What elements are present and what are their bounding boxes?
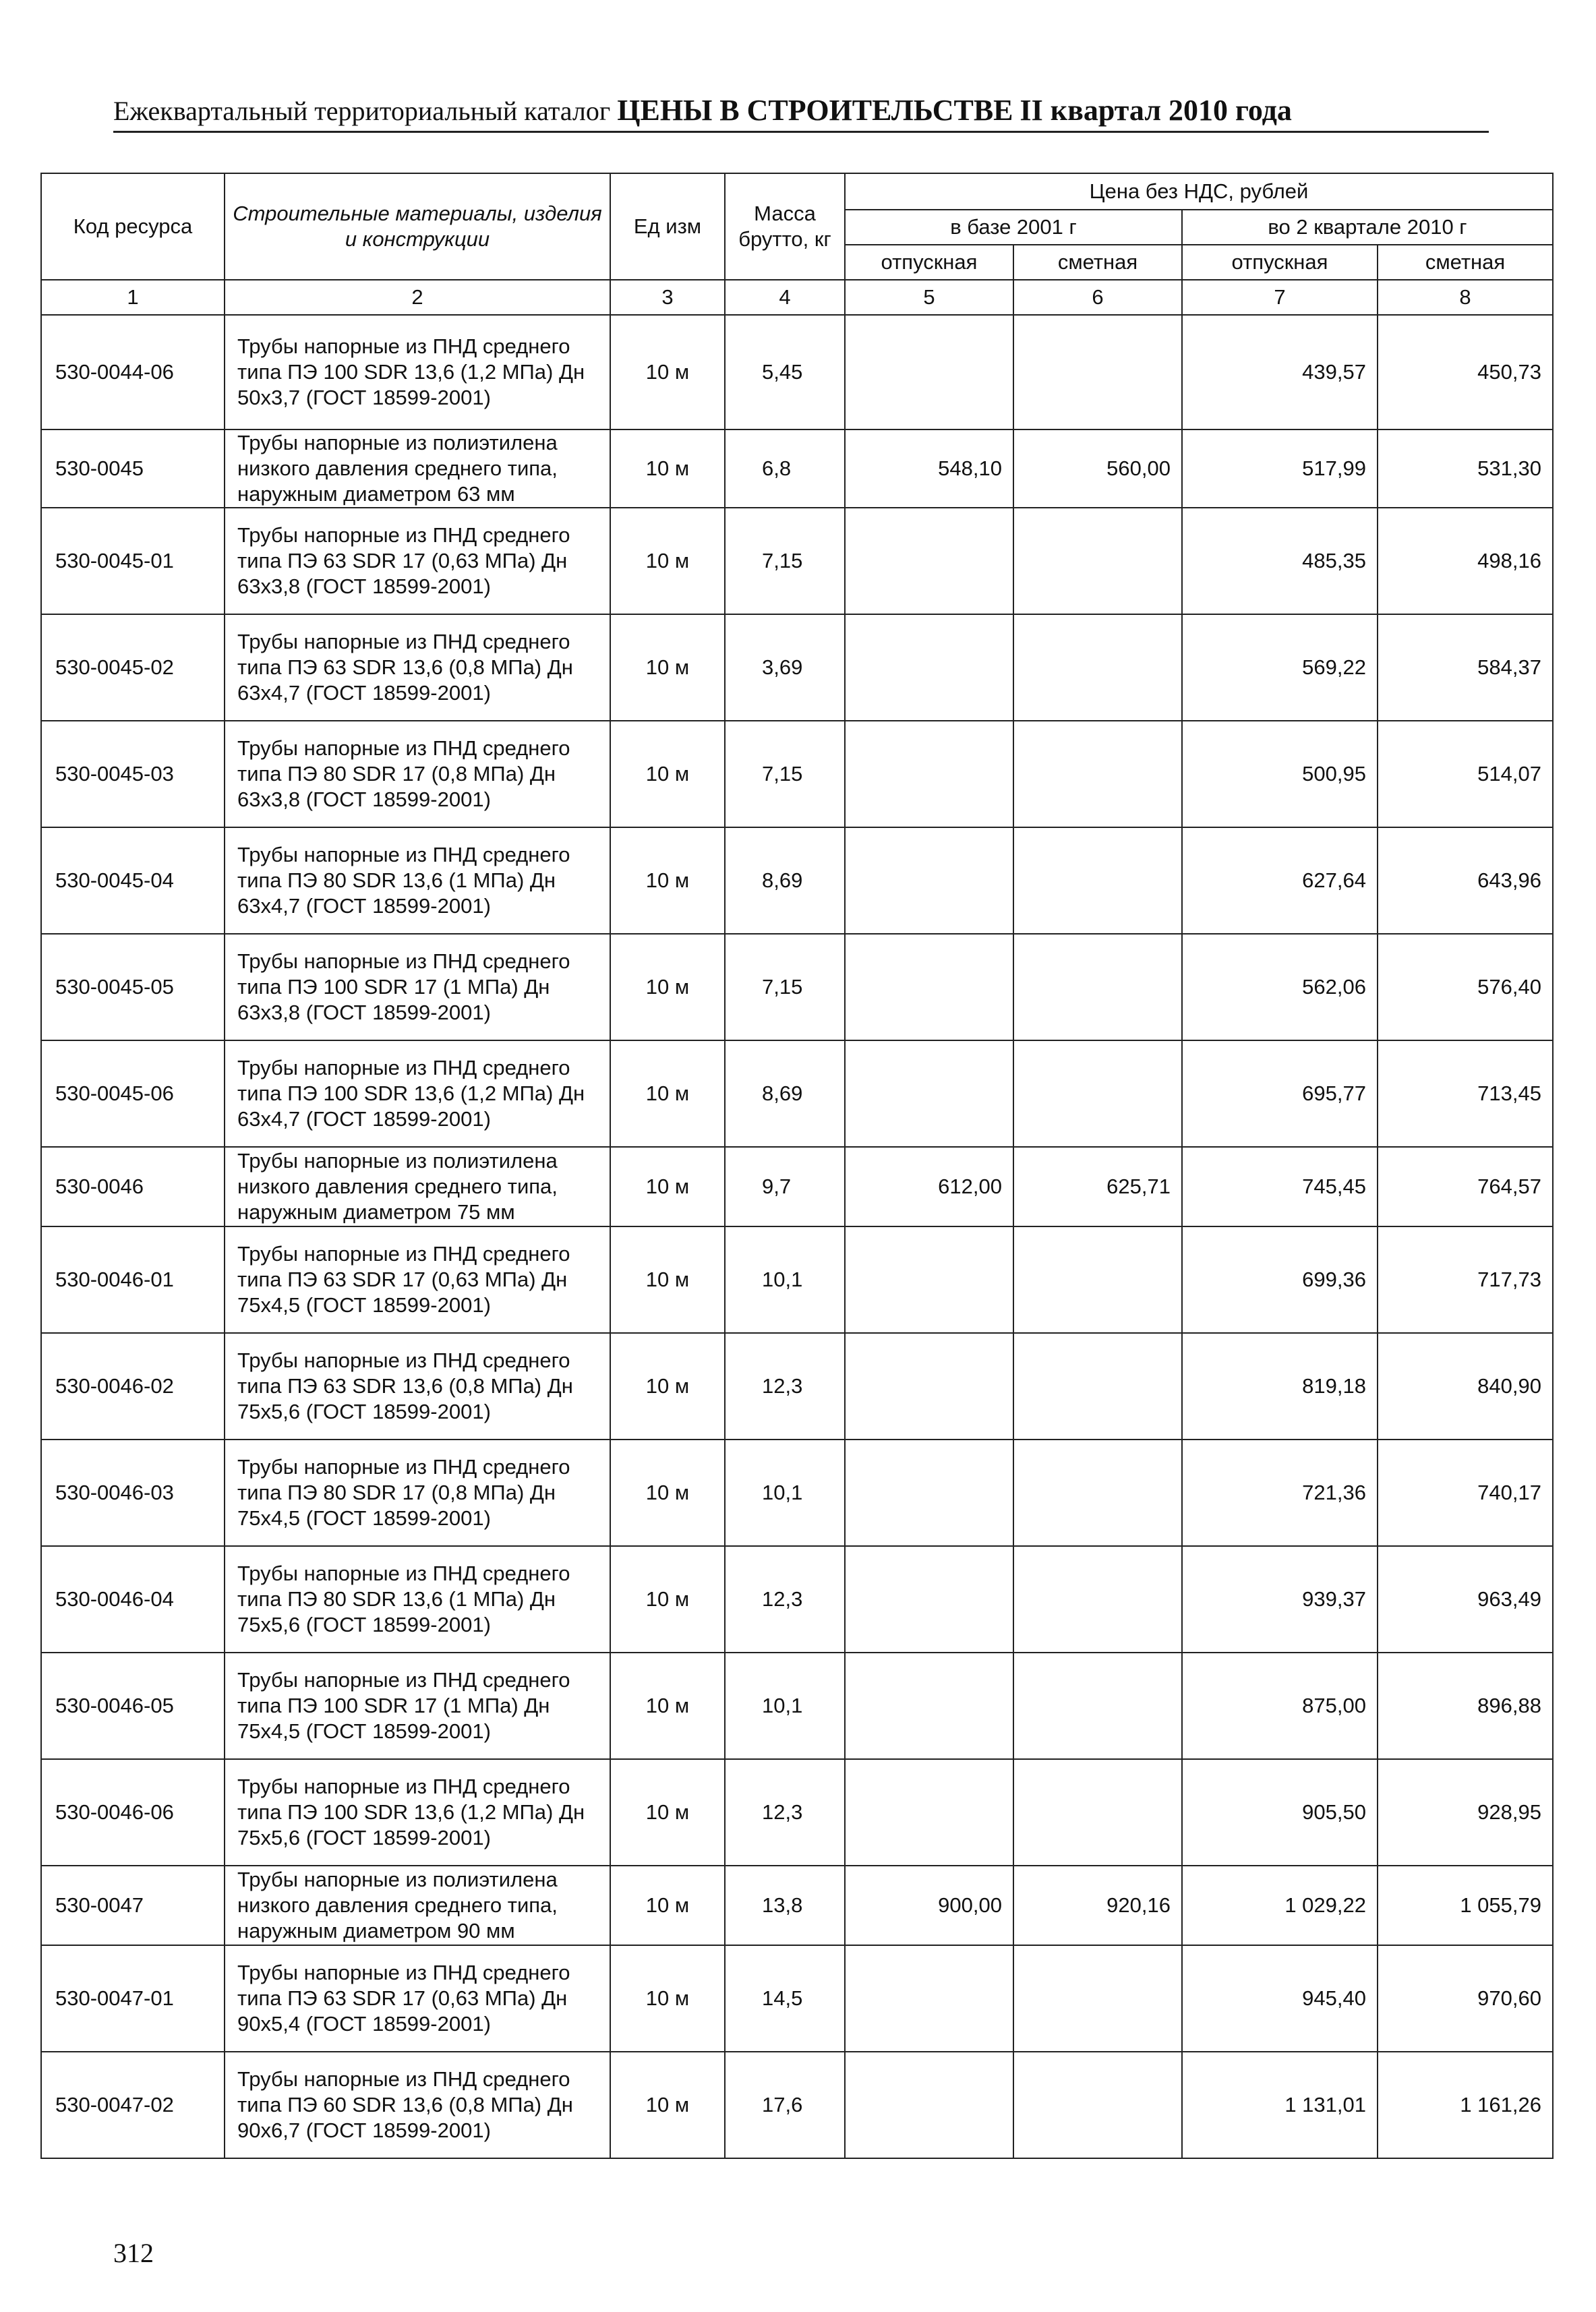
header-title: ЦЕНЫ В СТРОИТЕЛЬСТВЕ: [617, 94, 1013, 127]
unit-cell: 10 м: [610, 1866, 725, 1945]
q2-wholesale-price: 905,50: [1182, 1759, 1378, 1866]
material-name: Трубы напорные из ПНД среднего типа ПЭ 63 SDR 17 (0,63 МПа) Дн 63х3,8 (ГОСТ 18599-2001): [225, 508, 610, 614]
q2-wholesale-price: 562,06: [1182, 934, 1378, 1040]
q2-estimate-price: 450,73: [1378, 315, 1553, 429]
base-estimate-price: [1013, 721, 1182, 827]
q2-wholesale-price: 1 131,01: [1182, 2052, 1378, 2158]
unit-cell: 10 м: [610, 1653, 725, 1759]
base-estimate-price: [1013, 1440, 1182, 1546]
table-row: [41, 1147, 1553, 1226]
base-wholesale-price: [845, 508, 1013, 614]
base-estimate-price: [1013, 508, 1182, 614]
mass-cell: 8,69: [725, 1040, 845, 1147]
column-number: 7: [1182, 280, 1378, 315]
base-wholesale-price: [845, 1759, 1013, 1866]
unit-cell: 10 м: [610, 315, 725, 429]
resource-code: 530-0045-02: [41, 614, 225, 721]
material-name: Трубы напорные из полиэтилена низкого давления среднего типа, наружным диаметром 75 мм: [225, 1147, 610, 1226]
mass-cell: 6,8: [725, 429, 845, 508]
unit-cell: 10 м: [610, 721, 725, 827]
q2-wholesale-price: 721,36: [1182, 1440, 1378, 1546]
table-row: [41, 1653, 1553, 1759]
base-estimate-price: [1013, 1333, 1182, 1440]
material-name: Трубы напорные из ПНД среднего типа ПЭ 80 SDR 13,6 (1 МПа) Дн 63х4,7 (ГОСТ 18599-2001): [225, 827, 610, 934]
mass-cell: 7,15: [725, 508, 845, 614]
column-number-row: [41, 280, 1553, 315]
q2-estimate-price: 584,37: [1378, 614, 1553, 721]
header-rule: [113, 131, 1489, 133]
material-name: Трубы напорные из ПНД среднего типа ПЭ 60 SDR 13,6 (0,8 МПа) Дн 90х6,7 (ГОСТ 18599-2001): [225, 2052, 610, 2158]
base-wholesale-price: 612,00: [845, 1147, 1013, 1226]
base-estimate-price: [1013, 1040, 1182, 1147]
q2-wholesale-price: 439,57: [1182, 315, 1378, 429]
base-wholesale-price: [845, 721, 1013, 827]
header-price-group: Цена без НДС, рублей: [845, 173, 1553, 210]
base-wholesale-price: [845, 1440, 1013, 1546]
table-row: [41, 1226, 1553, 1333]
unit-cell: 10 м: [610, 508, 725, 614]
base-wholesale-price: [845, 1226, 1013, 1333]
material-name: Трубы напорные из ПНД среднего типа ПЭ 100 SDR 17 (1 МПа) Дн 75х4,5 (ГОСТ 18599-2001): [225, 1653, 610, 1759]
base-wholesale-price: [845, 315, 1013, 429]
q2-estimate-price: 713,45: [1378, 1040, 1553, 1147]
column-number: 5: [845, 280, 1013, 315]
material-name: Трубы напорные из ПНД среднего типа ПЭ 80 SDR 17 (0,8 МПа) Дн 75х4,5 (ГОСТ 18599-2001): [225, 1440, 610, 1546]
header-period: II квартал 2010 года: [1019, 94, 1292, 127]
base-estimate-price: 920,16: [1013, 1866, 1182, 1945]
q2-wholesale-price: 745,45: [1182, 1147, 1378, 1226]
material-name: Трубы напорные из ПНД среднего типа ПЭ 63 SDR 17 (0,63 МПа) Дн 90х5,4 (ГОСТ 18599-2001): [225, 1945, 610, 2052]
mass-cell: 5,45: [725, 315, 845, 429]
q2-wholesale-price: 517,99: [1182, 429, 1378, 508]
material-name: Трубы напорные из полиэтилена низкого давления среднего типа, наружным диаметром 63 мм: [225, 429, 610, 508]
table-row: [41, 827, 1553, 934]
resource-code: 530-0046-02: [41, 1333, 225, 1440]
column-number: 4: [725, 280, 845, 315]
column-number: 8: [1378, 280, 1553, 315]
q2-estimate-price: 1 055,79: [1378, 1866, 1553, 1945]
column-number: 2: [225, 280, 610, 315]
mass-cell: 7,15: [725, 721, 845, 827]
material-name: Трубы напорные из ПНД среднего типа ПЭ 63 SDR 13,6 (0,8 МПа) Дн 75х5,6 (ГОСТ 18599-2001): [225, 1333, 610, 1440]
q2-wholesale-price: 485,35: [1182, 508, 1378, 614]
mass-cell: 13,8: [725, 1866, 845, 1945]
table-row: [41, 1546, 1553, 1653]
table-row: [41, 1333, 1553, 1440]
base-wholesale-price: [845, 1546, 1013, 1653]
page-header: [113, 93, 1292, 127]
q2-wholesale-price: 1 029,22: [1182, 1866, 1378, 1945]
material-name: Трубы напорные из ПНД среднего типа ПЭ 100 SDR 17 (1 МПа) Дн 63х3,8 (ГОСТ 18599-2001): [225, 934, 610, 1040]
base-wholesale-price: [845, 614, 1013, 721]
resource-code: 530-0045-01: [41, 508, 225, 614]
material-name: Трубы напорные из ПНД среднего типа ПЭ 63 SDR 17 (0,63 МПа) Дн 75х4,5 (ГОСТ 18599-2001): [225, 1226, 610, 1333]
resource-code: 530-0044-06: [41, 315, 225, 429]
base-wholesale-price: [845, 1653, 1013, 1759]
unit-cell: 10 м: [610, 1945, 725, 2052]
resource-code: 530-0047-02: [41, 2052, 225, 2158]
q2-estimate-price: 740,17: [1378, 1440, 1553, 1546]
base-estimate-price: [1013, 1653, 1182, 1759]
q2-estimate-price: 896,88: [1378, 1653, 1553, 1759]
base-wholesale-price: 900,00: [845, 1866, 1013, 1945]
header-code: Код ресурса: [41, 173, 225, 280]
unit-cell: 10 м: [610, 1226, 725, 1333]
q2-estimate-price: 764,57: [1378, 1147, 1553, 1226]
material-name: Трубы напорные из ПНД среднего типа ПЭ 100 SDR 13,6 (1,2 МПа) Дн 75х5,6 (ГОСТ 18599-2001): [225, 1759, 610, 1866]
header-prefix: Ежеквартальный территориальный каталог: [113, 96, 611, 126]
resource-code: 530-0046-03: [41, 1440, 225, 1546]
material-name: Трубы напорные из ПНД среднего типа ПЭ 100 SDR 13,6 (1,2 МПа) Дн 63х4,7 (ГОСТ 18599-2001): [225, 1040, 610, 1147]
table-body: [41, 315, 1553, 2158]
q2-wholesale-price: 819,18: [1182, 1333, 1378, 1440]
header-q2-2010: во 2 квартале 2010 г: [1182, 210, 1553, 245]
material-name: Трубы напорные из ПНД среднего типа ПЭ 63 SDR 13,6 (0,8 МПа) Дн 63х4,7 (ГОСТ 18599-2001): [225, 614, 610, 721]
mass-cell: 10,1: [725, 1440, 845, 1546]
mass-cell: 12,3: [725, 1546, 845, 1653]
unit-cell: 10 м: [610, 429, 725, 508]
mass-cell: 3,69: [725, 614, 845, 721]
header-base-2001: в базе 2001 г: [845, 210, 1182, 245]
table-row: [41, 614, 1553, 721]
q2-estimate-price: 928,95: [1378, 1759, 1553, 1866]
header-unit: Ед изм: [610, 173, 725, 280]
q2-estimate-price: 840,90: [1378, 1333, 1553, 1440]
table-row: [41, 1440, 1553, 1546]
material-name: Трубы напорные из ПНД среднего типа ПЭ 80 SDR 17 (0,8 МПа) Дн 63х3,8 (ГОСТ 18599-2001): [225, 721, 610, 827]
mass-cell: 8,69: [725, 827, 845, 934]
base-estimate-price: [1013, 934, 1182, 1040]
resource-code: 530-0046-04: [41, 1546, 225, 1653]
base-estimate-price: [1013, 1226, 1182, 1333]
material-name: Трубы напорные из ПНД среднего типа ПЭ 100 SDR 13,6 (1,2 МПа) Дн 50х3,7 (ГОСТ 18599-2001): [225, 315, 610, 429]
base-wholesale-price: [845, 827, 1013, 934]
q2-estimate-price: 1 161,26: [1378, 2052, 1553, 2158]
resource-code: 530-0047-01: [41, 1945, 225, 2052]
table-row: [41, 315, 1553, 429]
table-row: [41, 1759, 1553, 1866]
resource-code: 530-0046: [41, 1147, 225, 1226]
q2-estimate-price: 970,60: [1378, 1945, 1553, 2052]
mass-cell: 17,6: [725, 2052, 845, 2158]
table-row: [41, 508, 1553, 614]
base-estimate-price: [1013, 1759, 1182, 1866]
base-wholesale-price: [845, 2052, 1013, 2158]
base-estimate-price: 560,00: [1013, 429, 1182, 508]
unit-cell: 10 м: [610, 827, 725, 934]
resource-code: 530-0045-06: [41, 1040, 225, 1147]
header-q2-wholesale: отпускная: [1182, 245, 1378, 280]
base-estimate-price: [1013, 827, 1182, 934]
q2-wholesale-price: 569,22: [1182, 614, 1378, 721]
unit-cell: 10 м: [610, 934, 725, 1040]
table-row: [41, 2052, 1553, 2158]
q2-wholesale-price: 945,40: [1182, 1945, 1378, 2052]
q2-wholesale-price: 500,95: [1182, 721, 1378, 827]
q2-wholesale-price: 939,37: [1182, 1546, 1378, 1653]
mass-cell: 9,7: [725, 1147, 845, 1226]
resource-code: 530-0046-01: [41, 1226, 225, 1333]
base-estimate-price: [1013, 1945, 1182, 2052]
unit-cell: 10 м: [610, 1546, 725, 1653]
unit-cell: 10 м: [610, 1147, 725, 1226]
table-row: [41, 429, 1553, 508]
table-row: [41, 1040, 1553, 1147]
q2-estimate-price: 498,16: [1378, 508, 1553, 614]
header-q2-estimate: сметная: [1378, 245, 1553, 280]
column-number: 6: [1013, 280, 1182, 315]
q2-wholesale-price: 627,64: [1182, 827, 1378, 934]
table-row: [41, 1866, 1553, 1945]
q2-estimate-price: 514,07: [1378, 721, 1553, 827]
mass-cell: 14,5: [725, 1945, 845, 2052]
mass-cell: 7,15: [725, 934, 845, 1040]
q2-wholesale-price: 699,36: [1182, 1226, 1378, 1333]
material-name: Трубы напорные из ПНД среднего типа ПЭ 80 SDR 13,6 (1 МПа) Дн 75х5,6 (ГОСТ 18599-2001): [225, 1546, 610, 1653]
base-estimate-price: [1013, 1546, 1182, 1653]
q2-estimate-price: 576,40: [1378, 934, 1553, 1040]
resource-code: 530-0046-06: [41, 1759, 225, 1866]
resource-code: 530-0045-05: [41, 934, 225, 1040]
q2-estimate-price: 963,49: [1378, 1546, 1553, 1653]
table-row: [41, 934, 1553, 1040]
unit-cell: 10 м: [610, 2052, 725, 2158]
unit-cell: 10 м: [610, 1440, 725, 1546]
unit-cell: 10 м: [610, 614, 725, 721]
mass-cell: 12,3: [725, 1759, 845, 1866]
base-wholesale-price: [845, 1945, 1013, 2052]
base-wholesale-price: [845, 934, 1013, 1040]
base-wholesale-price: [845, 1333, 1013, 1440]
unit-cell: 10 м: [610, 1333, 725, 1440]
base-wholesale-price: 548,10: [845, 429, 1013, 508]
unit-cell: 10 м: [610, 1759, 725, 1866]
table-row: [41, 721, 1553, 827]
resource-code: 530-0047: [41, 1866, 225, 1945]
header-mass: Масса брутто, кг: [725, 173, 845, 280]
column-number: 1: [41, 280, 225, 315]
header-name: Строительные материалы, изделия и конструкции: [225, 173, 610, 280]
resource-code: 530-0045: [41, 429, 225, 508]
base-estimate-price: [1013, 614, 1182, 721]
base-wholesale-price: [845, 1040, 1013, 1147]
table-row: [41, 1945, 1553, 2052]
column-number: 3: [610, 280, 725, 315]
page-number: 312: [113, 2238, 154, 2268]
mass-cell: 12,3: [725, 1333, 845, 1440]
unit-cell: 10 м: [610, 1040, 725, 1147]
q2-wholesale-price: 875,00: [1182, 1653, 1378, 1759]
header-base-wholesale: отпускная: [845, 245, 1013, 280]
base-estimate-price: 625,71: [1013, 1147, 1182, 1226]
mass-cell: 10,1: [725, 1226, 845, 1333]
q2-estimate-price: 531,30: [1378, 429, 1553, 508]
base-estimate-price: [1013, 315, 1182, 429]
q2-estimate-price: 717,73: [1378, 1226, 1553, 1333]
header-base-estimate: сметная: [1013, 245, 1182, 280]
mass-cell: 10,1: [725, 1653, 845, 1759]
resource-code: 530-0045-03: [41, 721, 225, 827]
base-estimate-price: [1013, 2052, 1182, 2158]
resource-code: 530-0045-04: [41, 827, 225, 934]
q2-wholesale-price: 695,77: [1182, 1040, 1378, 1147]
material-name: Трубы напорные из полиэтилена низкого давления среднего типа, наружным диаметром 90 мм: [225, 1866, 610, 1945]
price-table: [40, 173, 1554, 2159]
q2-estimate-price: 643,96: [1378, 827, 1553, 934]
resource-code: 530-0046-05: [41, 1653, 225, 1759]
